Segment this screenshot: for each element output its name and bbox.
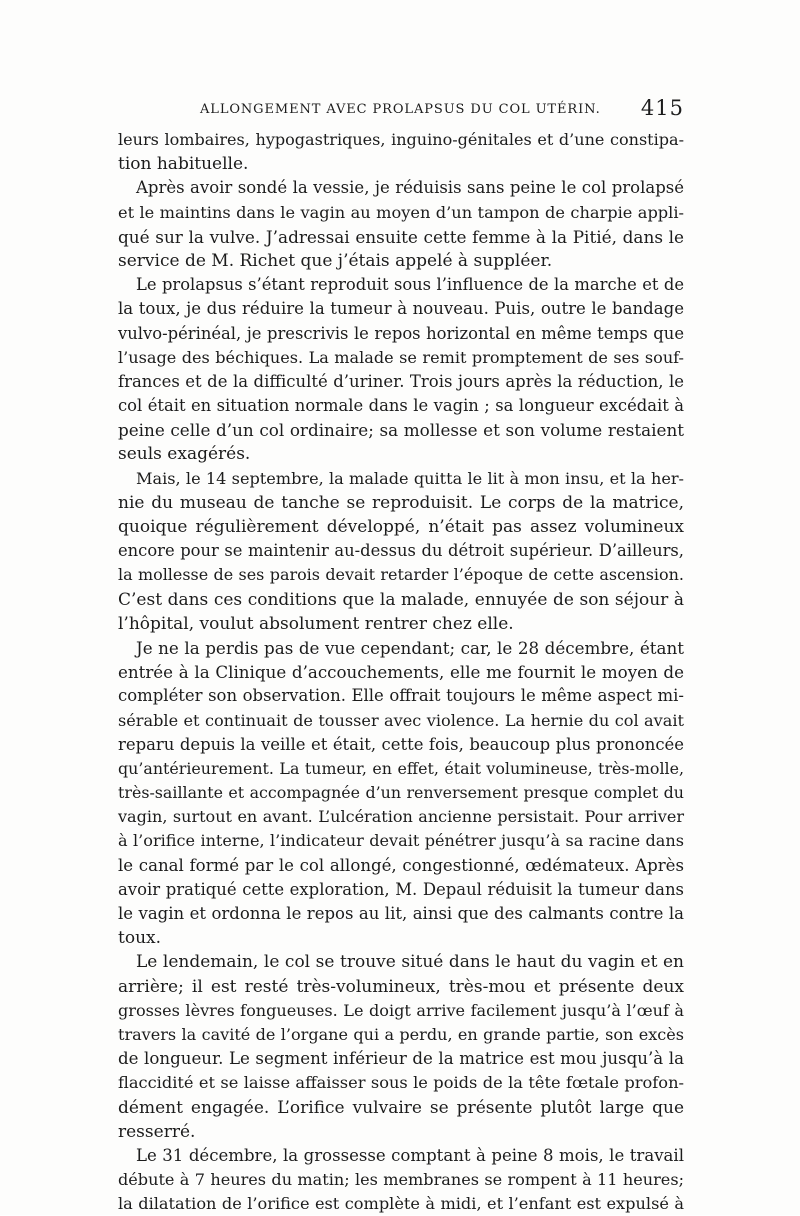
text-line: débute à 7 heures du matin; les membranes se rompent à 11 heures; [118, 1170, 684, 1190]
text-line: la toux, je dus réduire la tumeur à nouveau. Puis, outre le bandage [118, 299, 684, 319]
running-head [118, 96, 684, 122]
text-line: Je ne la perdis pas de vue cependant; car, le 28 décembre, étant [136, 637, 684, 658]
text-line: tion habituelle. [118, 154, 249, 175]
text-line: resserré. [118, 1121, 196, 1142]
text-line: compléter son observation. Elle offrait toujours le même aspect mi- [118, 686, 684, 706]
body-text [118, 128, 684, 1216]
text-line: à l’orifice interne, l’indicateur devait pénétrer jusqu’à sa racine dans [118, 831, 684, 851]
text-line: très-saillante et accompagnée d’un renversement presque complet du [118, 783, 684, 803]
text-line: l’usage des béchiques. La malade se remit promptement de ses souf- [118, 347, 684, 367]
text-line: grosses lèvres fongueuses. Le doigt arrive facilement jusqu’à l’œuf à [118, 1000, 684, 1020]
text-line: avoir pratiqué cette exploration, M. Depaul réduisit la tumeur dans [118, 879, 684, 899]
text-line: entrée à la Clinique d’accouchements, elle me fournit le moyen de [118, 662, 684, 683]
text-line: arrière; il est resté très-volumineux, très-mou et présente deux [118, 976, 684, 997]
text-line: l’hôpital, voulut absolument rentrer chez elle. [118, 613, 514, 634]
text-line: toux. [118, 928, 162, 949]
text-line: dément engagée. L’orifice vulvaire se présente plutôt large que [118, 1097, 684, 1118]
text-line: Le prolapsus s’étant reproduit sous l’influence de la marche et de [136, 275, 684, 295]
text-line: frances et de la difficulté d’uriner. Trois jours après la réduction, le [118, 371, 684, 391]
text-line: encore pour se maintenir au-dessus du détroit supérieur. D’ailleurs, [118, 541, 684, 561]
text-line: col était en situation normale dans le vagin ; sa longueur excédait à [118, 396, 684, 416]
text-line: sérable et continuait de tousser avec violence. La hernie du col avait [118, 710, 684, 730]
text-line: le vagin et ordonna le repos au lit, ainsi que des calmants contre la [118, 904, 684, 923]
text-line: vagin, surtout en avant. L’ulcération ancienne persistait. Pour arriver [118, 807, 684, 827]
text-line: la dilatation de l’orifice est complète à midi, et l’enfant est expulsé à [118, 1194, 684, 1214]
text-line: reparu depuis la veille et était, cette fois, beaucoup plus prononcée [118, 734, 684, 754]
text-line: seuls exagérés. [118, 444, 251, 465]
page-number: 415 [640, 96, 684, 120]
text-line: Le lendemain, le col se trouve situé dans le haut du vagin et en [136, 952, 684, 973]
text-line: Mais, le 14 septembre, la malade quitta le lit à mon insu, et la her- [136, 468, 684, 488]
text-line: et le maintins dans le vagin au moyen d’un tampon de charpie appli- [118, 202, 684, 222]
text-line: de longueur. Le segment inférieur de la matrice est mou jusqu’à la [118, 1049, 684, 1069]
text-line: la mollesse de ses parois devait retarder l’époque de cette ascension. [118, 565, 684, 585]
text-line: flaccidité et se laisse affaisser sous le poids de la tête fœtale profon- [118, 1073, 684, 1093]
text-line: nie du museau de tanche se reproduisit. Le corps de la matrice, [118, 492, 684, 513]
running-title: ALLONGEMENT AVEC PROLAPSUS DU COL UTÉRIN. [200, 102, 601, 117]
text-line: C’est dans ces conditions que la malade, ennuyée de son séjour à [118, 589, 684, 610]
text-line: qu’antérieurement. La tumeur, en effet, était volumineuse, très-molle, [118, 758, 684, 778]
text-line: service de M. Richet que j’étais appelé à suppléer. [118, 250, 553, 271]
text-line: leurs lombaires, hypogastriques, inguino-génitales et d’une constipa- [118, 130, 684, 149]
text-line: le canal formé par le col allongé, congestionné, œdémateux. Après [118, 855, 684, 875]
text-line: quoique régulièrement développé, n’était pas assez volumineux [118, 517, 684, 537]
text-line: peine celle d’un col ordinaire; sa mollesse et son volume restaient [118, 420, 684, 441]
text-line: qué sur la vulve. J’adressai ensuite cette femme à la Pitié, dans le [118, 226, 684, 247]
text-line: Le 31 décembre, la grossesse comptant à peine 8 mois, le travail [136, 1145, 684, 1165]
text-line: Après avoir sondé la vessie, je réduisis sans peine le col prolapsé [136, 178, 684, 198]
text-line: vulvo-périnéal, je prescrivis le repos horizontal en même temps que [118, 323, 684, 343]
text-line: travers la cavité de l’organe qui a perdu, en grande partie, son excès [118, 1024, 684, 1044]
